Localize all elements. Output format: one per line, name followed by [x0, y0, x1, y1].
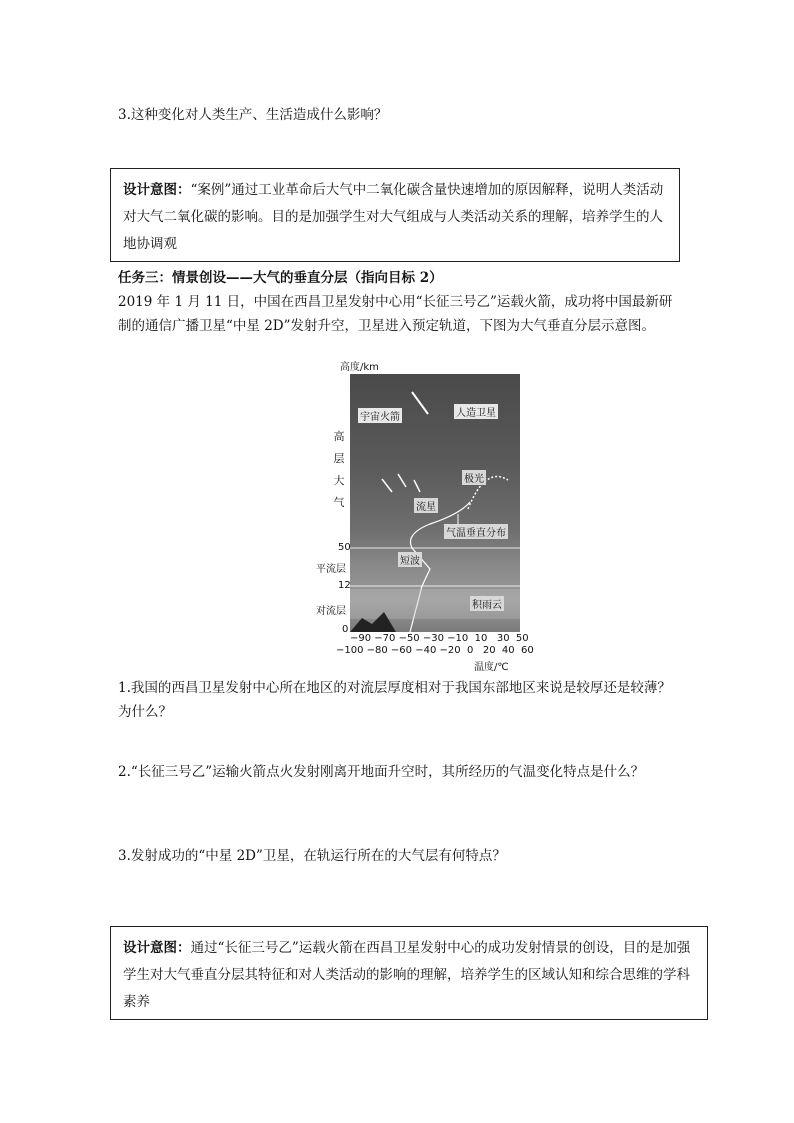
design-intent-box-1: [110, 168, 680, 262]
x-ticks-bottom: −100 −80 −60 −40 −20 0 20 40 60: [336, 645, 534, 656]
shortwave-label: 短波: [398, 552, 422, 567]
y-axis-label: 高度/km: [340, 362, 379, 373]
satellite-label: 人造卫星: [454, 404, 498, 419]
meteor-label: 流星: [414, 498, 438, 513]
x-ticks-top: −90 −70 −50 −30 −10 10 30 50: [350, 633, 529, 644]
upper-layer-char-1: 高: [333, 430, 345, 443]
stratosphere-label: 平流层: [316, 564, 346, 575]
tick-50: 50: [338, 542, 351, 553]
question-3: 3.发射成功的“中星 2D”卫星，在轨运行所在的大气层有何特点？: [118, 848, 506, 864]
design-intent-label: 设计意图：: [123, 182, 191, 198]
question-1: 1.我国的西昌卫星发射中心所在地区的对流层厚度相对于我国东部地区来说是较厚还是较薄？为什么？: [118, 680, 671, 720]
troposphere-label: 对流层: [316, 606, 346, 617]
cumulonimbus-label: 积雨云: [470, 596, 504, 611]
upper-layer-char-4: 气: [333, 496, 345, 509]
design-intent-text: “案例”通过工业革命后大气中二氧化碳含量快速增加的原因解释，说明人类活动对大气二氧化碳的影响。目的是加强学生对大气组成与人类活动关系的理解，培养学生的人地协调观: [123, 182, 664, 252]
aurora-label: 极光: [462, 470, 486, 485]
question-2: 2.“长征三号乙”运输火箭点火发射刚离开地面升空时，其所经历的气温变化特点是什么？: [118, 764, 645, 780]
upper-layer-char-3: 大: [333, 474, 345, 487]
tick-12: 12: [338, 580, 351, 591]
temperature-curve-label: 气温垂直分布: [444, 524, 508, 539]
atmosphere-layers-figure: [312, 356, 532, 676]
design-intent-text-2: 通过“长征三号乙”运载火箭在西昌卫星发射中心的成功发射情景的创设，目的是加强学生对大气垂直分层其特征和对人类活动的影响的理解，培养学生的区域认知和综合思维的学科素养: [123, 940, 691, 1010]
design-intent-box-2: [110, 926, 708, 1020]
rocket-label: 宇宙火箭: [358, 408, 402, 423]
design-intent-label-2: 设计意图：: [123, 940, 191, 956]
x-axis-label: 温度/℃: [474, 662, 509, 673]
figure-panel: [350, 374, 520, 632]
upper-layer-char-2: 层: [333, 452, 345, 465]
task3-heading: 任务三：情景创设——大气的垂直分层（指向目标 2）: [118, 270, 443, 286]
tick-0: 0: [342, 624, 349, 635]
task3-intro: 2019 年 1 月 11 日，中国在西昌卫星发射中心用“长征三号乙”运载火箭，成功将中国最新研制的通信广播卫星“中星 2D”发射升空，卫星进入预定轨道，下图为大气垂直分层示意图。: [118, 294, 673, 334]
question-3-top: 3.这种变化对人类生产、生活造成什么影响？: [118, 107, 388, 123]
